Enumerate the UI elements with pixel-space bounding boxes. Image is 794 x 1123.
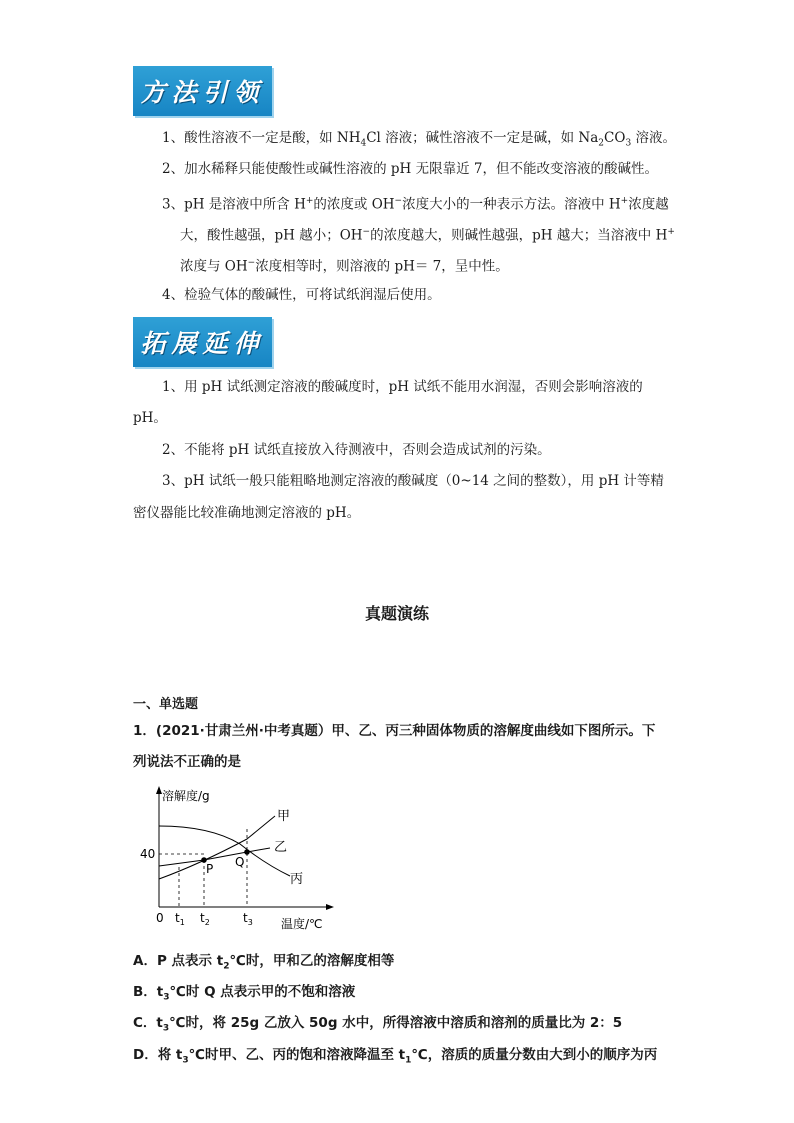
question-type: 一、单选题: [133, 697, 199, 712]
series-jia-label: 甲: [277, 809, 291, 824]
x-tick-t2: $t_2$: [200, 911, 210, 927]
question-line-2: 列说法不正确的是: [133, 754, 241, 770]
option-d[interactable]: D．将 $t_3℃$时甲、乙、丙的饱和溶液降温至 $t_1℃$，溶质的质量分数由大到小的顺序为丙: [133, 1047, 658, 1066]
series-yi-label: 乙: [274, 840, 288, 855]
method-banner: [133, 66, 272, 116]
method-item-1: 1、酸性溶液不一定是酸，如 $NH_4Cl$ 溶液；碱性溶液不一定是碱，如 $Na_2CO_3$ 溶液。: [162, 130, 676, 149]
extend-banner: [133, 317, 272, 367]
method-item-3: 3、pH 是溶液中所含 H+的浓度或 OH−浓度大小的一种表示方法。溶液中 H+浓度越: [162, 196, 669, 213]
extend-item-2: 2、不能将 pH 试纸直接放入待测液中，否则会造成试剂的污染。: [162, 442, 551, 458]
series-bing-label: 丙: [290, 872, 304, 887]
point-q: [244, 849, 250, 855]
series-jia-curve: [159, 816, 275, 879]
method-banner-text: 方法引领: [140, 78, 265, 107]
solubility-chart: [130, 784, 340, 939]
method-item-4: 4、检验气体的酸碱性，可将试纸润湿后使用。: [162, 287, 441, 303]
x-tick-t3: $t_3$: [243, 911, 253, 927]
extend-item-3-cont: 密仪器能比较准确地测定溶液的 pH。: [133, 505, 361, 521]
y-tick-40: 40: [140, 847, 156, 861]
option-b[interactable]: B．$t_3℃$时 Q 点表示甲的不饱和溶液: [133, 984, 356, 1003]
option-a[interactable]: A．P 点表示 $t_2℃$时，甲和乙的溶解度相等: [133, 953, 395, 972]
question-line-1: 1．(2021·甘肃兰州·中考真题）甲、乙、丙三种固体物质的溶解度曲线如下图所示。下: [133, 723, 656, 739]
point-p-label: P: [206, 862, 214, 876]
method-item-3-cont2: 浓度与 OH−浓度相等时，则溶液的 pH＝ 7，呈中性。: [180, 258, 509, 275]
extend-item-3: 3、pH 试纸一般只能粗略地测定溶液的酸碱度（0~14 之间的整数），用 pH 计等精: [162, 473, 664, 489]
extend-item-1: 1、用 pH 试纸测定溶液的酸碱度时，pH 试纸不能用水润湿，否则会影响溶液的: [162, 379, 643, 395]
y-axis-label: 溶解度/g: [162, 789, 210, 803]
series-yi-curve: [159, 848, 270, 866]
x-axis-label: 温度/℃: [281, 917, 323, 931]
section-title: 真题演练: [364, 604, 429, 623]
x-tick-t1: $t_1$: [175, 911, 185, 927]
method-item-2: 2、加水稀释只能使酸性或碱性溶液的 pH 无限靠近 7，但不能改变溶液的酸碱性。: [162, 161, 658, 177]
extend-item-1-cont: pH。: [133, 410, 167, 426]
method-item-3-cont: 大，酸性越强，pH 越小；OH−的浓度越大，则碱性越强，pH 越大；当溶液中 H+: [180, 227, 675, 244]
point-q-label: Q: [235, 855, 245, 869]
origin-label: 0: [156, 911, 164, 925]
extend-banner-text: 拓展延伸: [140, 329, 265, 358]
option-c[interactable]: C．$t_3℃$时，将 25g 乙放入 50g 水中，所得溶液中溶质和溶剂的质量比为 2：5: [133, 1015, 623, 1034]
